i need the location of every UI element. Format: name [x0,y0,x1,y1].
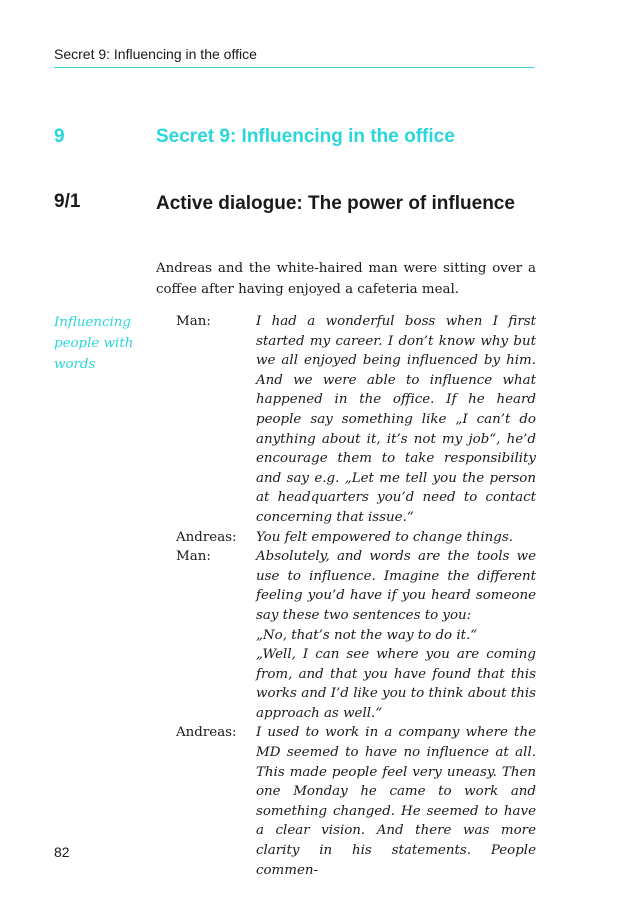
quoted-sentence: „No, that’s not the way to do it.“ [256,627,478,643]
running-head: Secret 9: Influencing in the office [54,46,257,62]
speech-text: You felt empowered to change things. [256,529,514,545]
speaker-label: Man: [176,314,211,329]
speech-block [256,547,536,723]
chapter-number: 9 [54,126,65,147]
section-title: Active dialogue: The power of influence [156,193,515,214]
dialogue-turn [176,528,536,548]
speaker-label: Andreas: [176,725,237,741]
speaker-label: Man: [176,549,211,565]
section-number: 9/1 [54,191,81,212]
chapter-title: Secret 9: Influencing in the office [156,126,455,147]
dialogue-turn [176,723,536,880]
intro-paragraph: Andreas and the white-haired man were sitting over a coffee after having enjoyed a cafeteria meal. [156,261,536,297]
header-rule [54,67,534,68]
dialogue-turn [176,547,536,723]
speech-text: I used to work in a company where the MD seemed to have no influence at all. This made people feel very uneasy. Then one Monday he came to work and something changed. He seemed to have a clear vision. And there was more clarity in his statements. People commen- [256,725,536,878]
dialogue-turn [176,312,536,528]
speech-text: I had a wonderful boss when I first started my career. I don’t know why but we all enjoyed being influenced by him. And we were able to influence what happened in the office. If he heard people say something like „I can’t do anything about it, it’s not my job“, he’d encourage them to take responsibility and say e.g. „Let me tell you the person at headquarters you’d need to contact concerning that issue.“ [256,314,536,525]
margin-note: Influencing people with words [54,315,134,372]
dialogue [176,312,536,880]
speaker-label: Andreas: [176,529,237,545]
page-number: 82 [54,844,70,860]
quoted-sentence: „Well, I can see where you are coming from, and that you have found that this works and I’d like you to think about this approach as well.“ [256,647,536,721]
speech-text: Absolutely, and words are the tools we use to influence. Imagine the different feeling you’d have if you heard someone say these two sentences to you: [256,549,536,623]
